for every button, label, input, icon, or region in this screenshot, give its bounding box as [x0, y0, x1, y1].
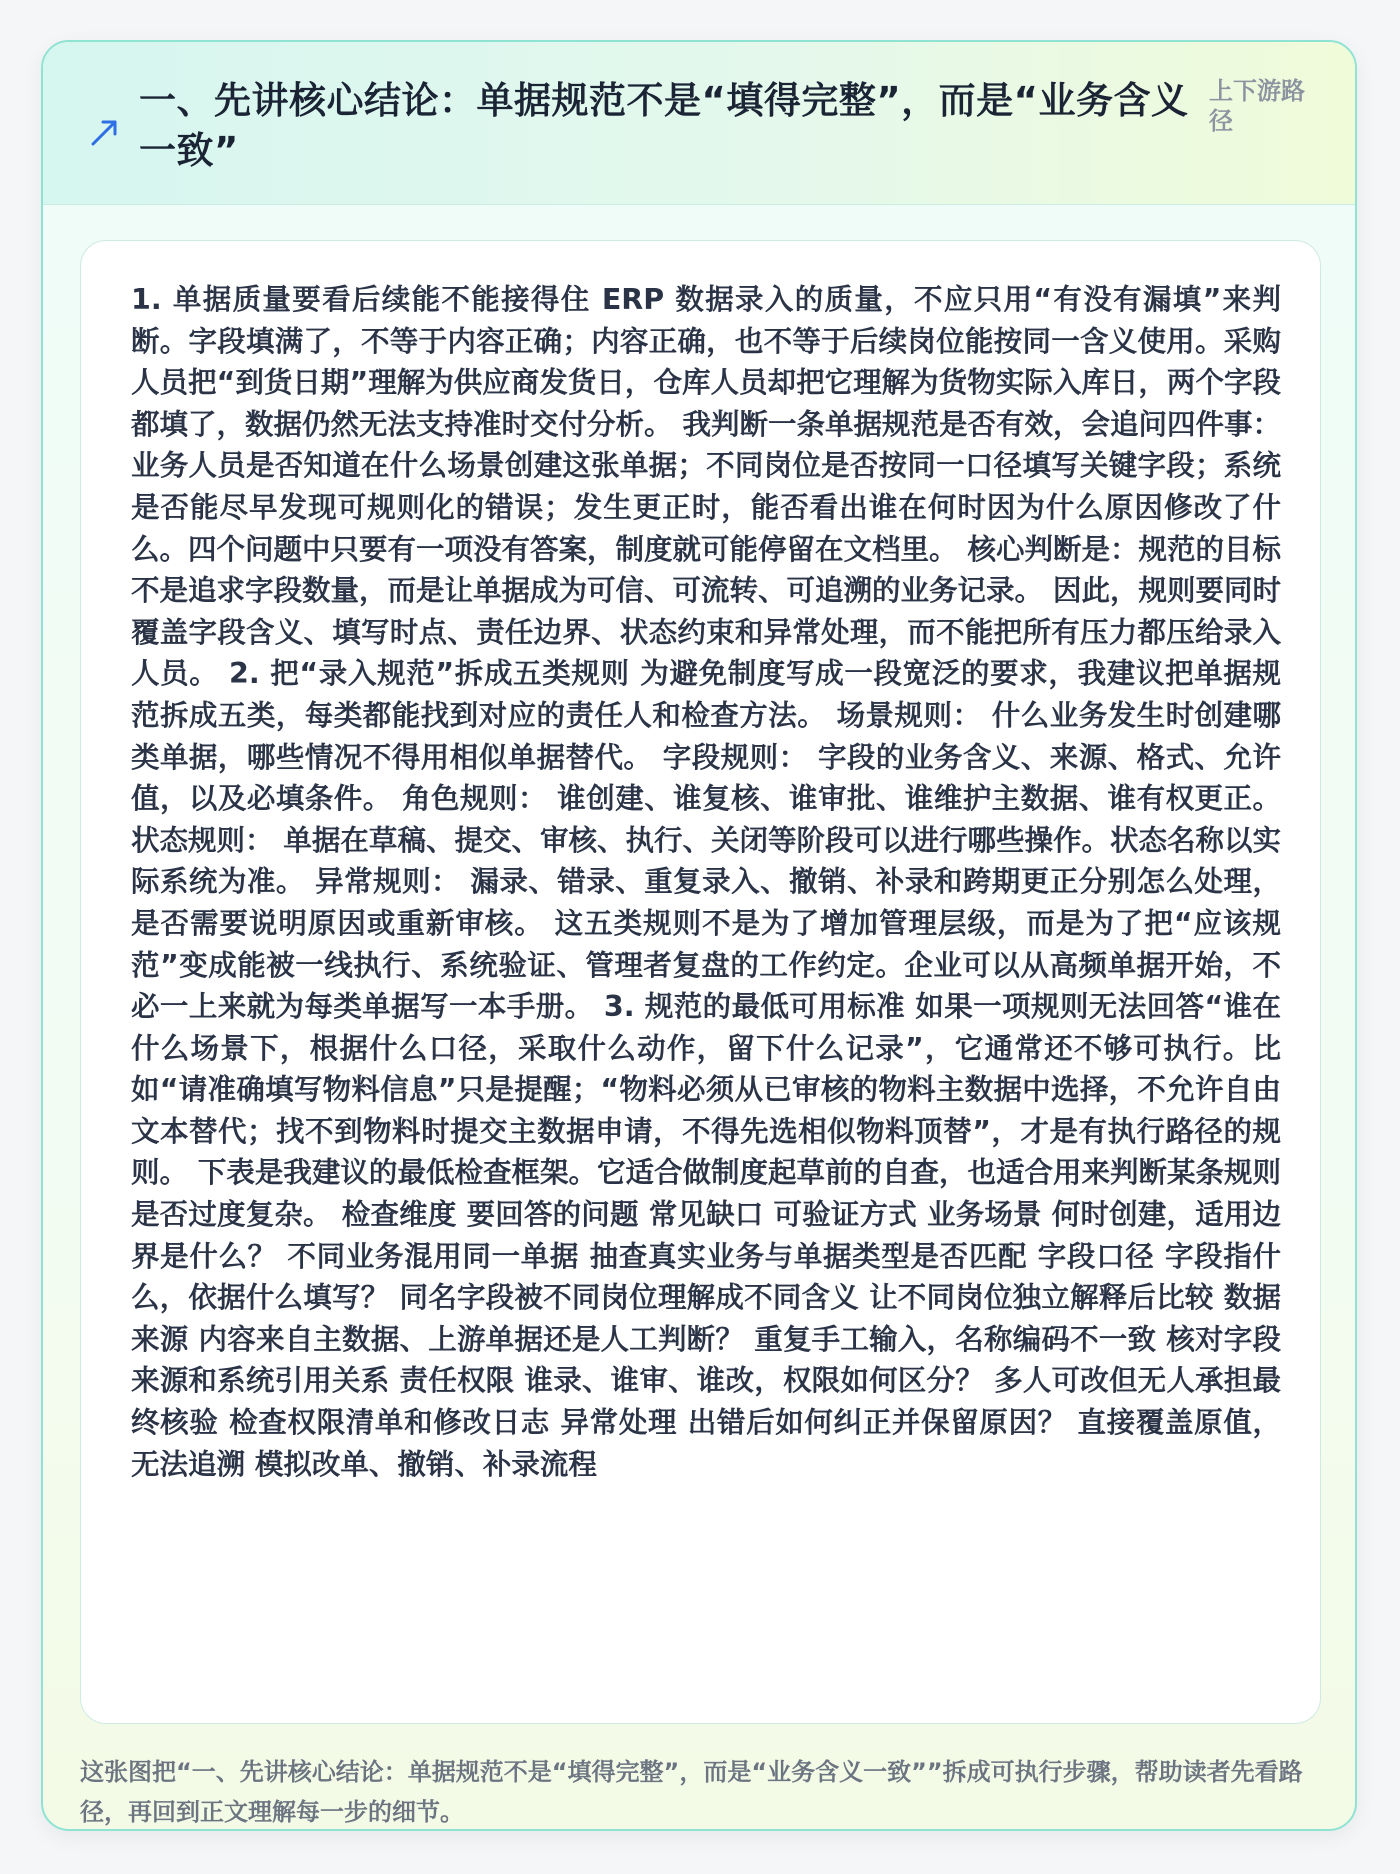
card-header: [43, 42, 1357, 205]
section-tag: 上下游路径: [1209, 77, 1305, 135]
content-card: [41, 40, 1357, 1831]
arrow-up-right-icon: [87, 114, 123, 150]
figure-caption: 这张图把“一、先讲核心结论：单据规范不是“填得完整”，而是“业务含义一致””拆成可执行步骤，帮助读者先看路径，再回到正文理解每一步的细节。: [80, 1758, 1303, 1826]
section-title: 一、先讲核心结论：单据规范不是“填得完整”，而是“业务含义一致”: [139, 79, 1189, 172]
body-text: 1. 单据质量要看后续能不能接得住 ERP 数据录入的质量，不应只用“有没有漏填”来判断。字段填满了，不等于内容正确；内容正确，也不等于后续岗位能按同一含义使用。采购人员把“到货日期”理解为供应商发货日，仓库人员却把它理解为货物实际入库日，两个字段都填了，数据仍然无法支持准时交付分析。 我判断一条单据规范是否有效，会追问四件事：业务人员是否知道在什么场景创建这张单据；不同岗位是否按同一口径填写关键字段；系统是否能尽早发现可规则化的错误；发生更正时，能否看出谁在何时因为什么原因修改了什么。四个问题中只要有一项没有答案，制度就可能停留在文档里。 核心判断是：规范的目标不是追求字段数量，而是让单据成为可信、可流转、可追溯的业务记录。 因此，规则要同时覆盖字段含义、填写时点、责任边界、状态约束和异常处理，而不能把所有压力都压给录入人员。 2. 把“录入规范”拆成五类规则 为避免制度写成一段宽泛的要求，我建议把单据规范拆成五类，每类都能找到对应的责任人和检查方法。 场景规则： 什么业务发生时创建哪类单据，哪些情况不得用相似单据替代。 字段规则： 字段的业务含义、来源、格式、允许值，以及必填条件。 角色规则： 谁创建、谁复核、谁审批、谁维护主数据、谁有权更正。 状态规则： 单据在草稿、提交、审核、执行、关闭等阶段可以进行哪些操作。状态名称以实际系统为准。 异常规则： 漏录、错录、重复录入、撤销、补录和跨期更正分别怎么处理，是否需要说明原因或重新审核。 这五类规则不是为了增加管理层级，而是为了把“应该规范”变成能被一线执行、系统验证、管理者复盘的工作约定。企业可以从高频单据开始，不必一上来就为每类单据写一本手册。 3. 规范的最低可用标准 如果一项规则无法回答“谁在什么场景下，根据什么口径，采取什么动作，留下什么记录”，它通常还不够可执行。比如“请准确填写物料信息”只是提醒；“物料必须从已审核的物料主数据中选择，不允许自由文本替代；找不到物料时提交主数据申请，不得先选相似物料顶替”，才是有执行路径的规则。 下表是我建议的最低检查框架。它适合做制度起草前的自查，也适合用来判断某条规则是否过度复杂。 检查维度 要回答的问题 常见缺口 可验证方式 业务场景 何时创建，适用边界是什么？ 不同业务混用同一单据 抽查真实业务与单据类型是否匹配 字段口径 字段指什么，依据什么填写？ 同名字段被不同岗位理解成不同含义 让不同岗位独立解释后比较 数据来源 内容来自主数据、上游单据还是人工判断？ 重复手工输入，名称编码不一致 核对字段来源和系统引用关系 责任权限 谁录、谁审、谁改，权限如何区分？ 多人可改但无人承担最终核验 检查权限清单和修改日志 异常处理 出错后如何纠正并保留原因？ 直接覆盖原值，无法追溯 模拟改单、撤销、补录流程: [131, 283, 1281, 1481]
body-panel: [80, 240, 1321, 1724]
